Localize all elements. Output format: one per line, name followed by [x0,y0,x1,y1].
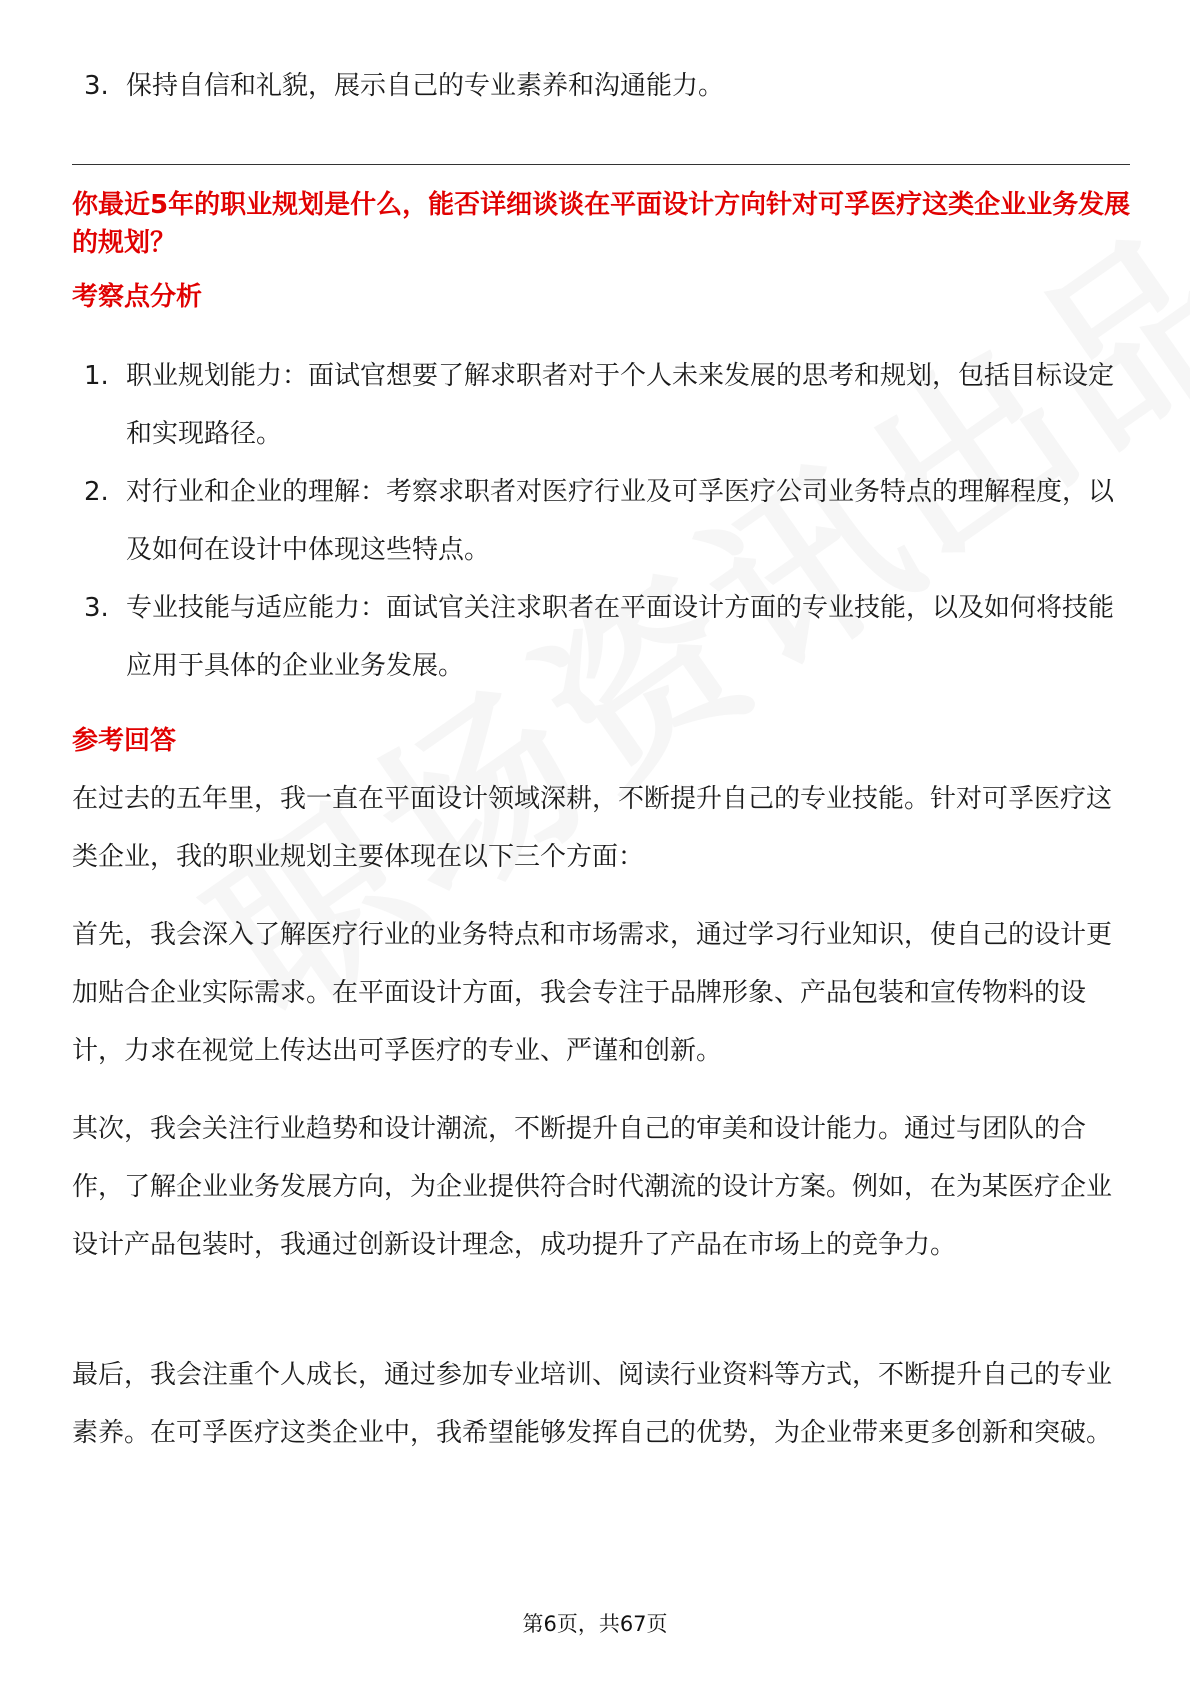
list-item-number: 3. [84,71,109,101]
list-item-number: 2. [84,477,109,507]
list-item-number: 1. [84,361,109,391]
list-item-text: 对行业和企业的理解：考察求职者对医疗行业及可孚医疗公司业务特点的理解程度，以及如何在设计中体现这些特点。 [126,477,1115,565]
list-item [84,463,1134,579]
divider [72,164,1130,165]
answer-heading: 参考回答 [72,726,177,756]
list-item [84,347,1134,463]
answer-paragraph: 在过去的五年里，我一直在平面设计领域深耕，不断提升自己的专业技能。针对可孚医疗这类企业，我的职业规划主要体现在以下三个方面： [72,784,1113,872]
answer-paragraph: 其次，我会关注行业趋势和设计潮流，不断提升自己的审美和设计能力。通过与团队的合作，了解企业业务发展方向，为企业提供符合时代潮流的设计方案。例如，在为某医疗企业设计产品包装时，我通过创新设计理念，成功提升了产品在市场上的竞争力。 [72,1114,1113,1260]
question-title: 你最近5年的职业规划是什么，能否详细谈谈在平面设计方向针对可孚医疗这类企业业务发展的规划？ [72,190,1131,258]
list-item-text: 保持自信和礼貌，展示自己的专业素养和沟通能力。 [126,71,725,101]
analysis-heading: 考察点分析 [72,282,203,312]
list-item-number: 3. [84,593,109,623]
analysis-list [84,347,1134,695]
list-item-text: 职业规划能力：面试官想要了解求职者对于个人未来发展的思考和规划，包括目标设定和实现路径。 [126,361,1115,449]
page-number: 第6页，共67页 [522,1612,668,1636]
list-item-text: 专业技能与适应能力：面试官关注求职者在平面设计方面的专业技能，以及如何将技能应用于具体的企业业务发展。 [126,593,1115,681]
list-item [84,579,1134,695]
answer-paragraph: 首先，我会深入了解医疗行业的业务特点和市场需求，通过学习行业知识，使自己的设计更加贴合企业实际需求。在平面设计方面，我会专注于品牌形象、产品包装和宣传物料的设计，力求在视觉上传达出可孚医疗的专业、严谨和创新。 [72,920,1113,1066]
list-item [84,62,724,110]
answer-paragraph: 最后，我会注重个人成长，通过参加专业培训、阅读行业资料等方式，不断提升自己的专业素养。在可孚医疗这类企业中，我希望能够发挥自己的优势，为企业带来更多创新和突破。 [72,1360,1113,1448]
